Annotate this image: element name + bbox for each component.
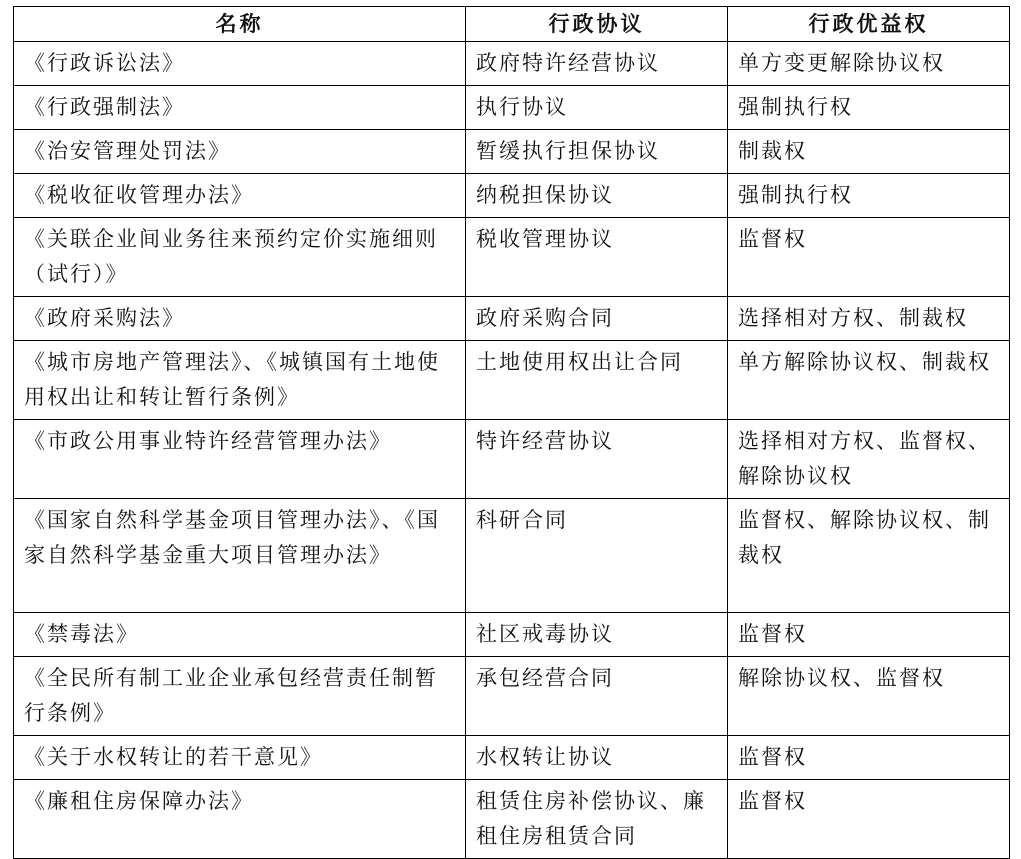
agreement-cell: 纳税担保协议 [466,174,728,218]
privilege-cell: 监督权、解除协议权、制裁权 [728,499,1010,613]
privilege-cell: 监督权 [728,613,1010,657]
privilege-cell: 监督权 [728,736,1010,780]
privilege-cell: 监督权 [728,780,1010,859]
agreement-cell: 承包经营合同 [466,657,728,736]
law-agreement-table [13,6,1010,859]
table-row [14,341,1010,420]
header-agreement: 行政协议 [466,7,728,42]
privilege-cell: 监督权 [728,218,1010,297]
privilege-cell: 选择相对方权、制裁权 [728,297,1010,341]
law-name-cell: 《行政强制法》 [14,86,466,130]
agreement-cell: 税收管理协议 [466,218,728,297]
table-row [14,218,1010,297]
agreement-cell: 执行协议 [466,86,728,130]
header-privilege: 行政优益权 [728,7,1010,42]
table-row [14,657,1010,736]
law-name-cell: 《城市房地产管理法》、《城镇国有土地使用权出让和转让暂行条例》 [14,341,466,420]
table-row [14,736,1010,780]
table-row [14,780,1010,859]
table-row [14,130,1010,174]
law-name-cell: 《关联企业间业务往来预约定价实施细则（试行）》 [14,218,466,297]
privilege-cell: 强制执行权 [728,174,1010,218]
table-row [14,42,1010,86]
table-header-row [14,7,1010,42]
table-row [14,420,1010,499]
agreement-cell: 暂缓执行担保协议 [466,130,728,174]
agreement-cell: 政府特许经营协议 [466,42,728,86]
law-name-cell: 《政府采购法》 [14,297,466,341]
law-name-cell: 《治安管理处罚法》 [14,130,466,174]
agreement-cell: 租赁住房补偿协议、廉租住房租赁合同 [466,780,728,859]
table-row [14,613,1010,657]
agreement-cell: 特许经营协议 [466,420,728,499]
agreement-cell: 水权转让协议 [466,736,728,780]
privilege-cell: 解除协议权、监督权 [728,657,1010,736]
table-row [14,297,1010,341]
agreement-cell: 政府采购合同 [466,297,728,341]
agreement-cell: 科研合同 [466,499,728,613]
agreement-cell: 社区戒毒协议 [466,613,728,657]
law-name-cell: 《全民所有制工业企业承包经营责任制暂行条例》 [14,657,466,736]
privilege-cell: 选择相对方权、监督权、解除协议权 [728,420,1010,499]
privilege-cell: 单方变更解除协议权 [728,42,1010,86]
law-name-cell: 《禁毒法》 [14,613,466,657]
header-name: 名称 [14,7,466,42]
table-row [14,174,1010,218]
table-row [14,499,1010,613]
law-name-cell: 《税收征收管理办法》 [14,174,466,218]
law-name-cell: 《廉租住房保障办法》 [14,780,466,859]
agreement-cell: 土地使用权出让合同 [466,341,728,420]
privilege-cell: 制裁权 [728,130,1010,174]
law-name-cell: 《国家自然科学基金项目管理办法》、《国家自然科学基金重大项目管理办法》 [14,499,466,613]
privilege-cell: 单方解除协议权、制裁权 [728,341,1010,420]
privilege-cell: 强制执行权 [728,86,1010,130]
law-name-cell: 《行政诉讼法》 [14,42,466,86]
law-name-cell: 《关于水权转让的若干意见》 [14,736,466,780]
law-name-cell: 《市政公用事业特许经营管理办法》 [14,420,466,499]
table-row [14,86,1010,130]
